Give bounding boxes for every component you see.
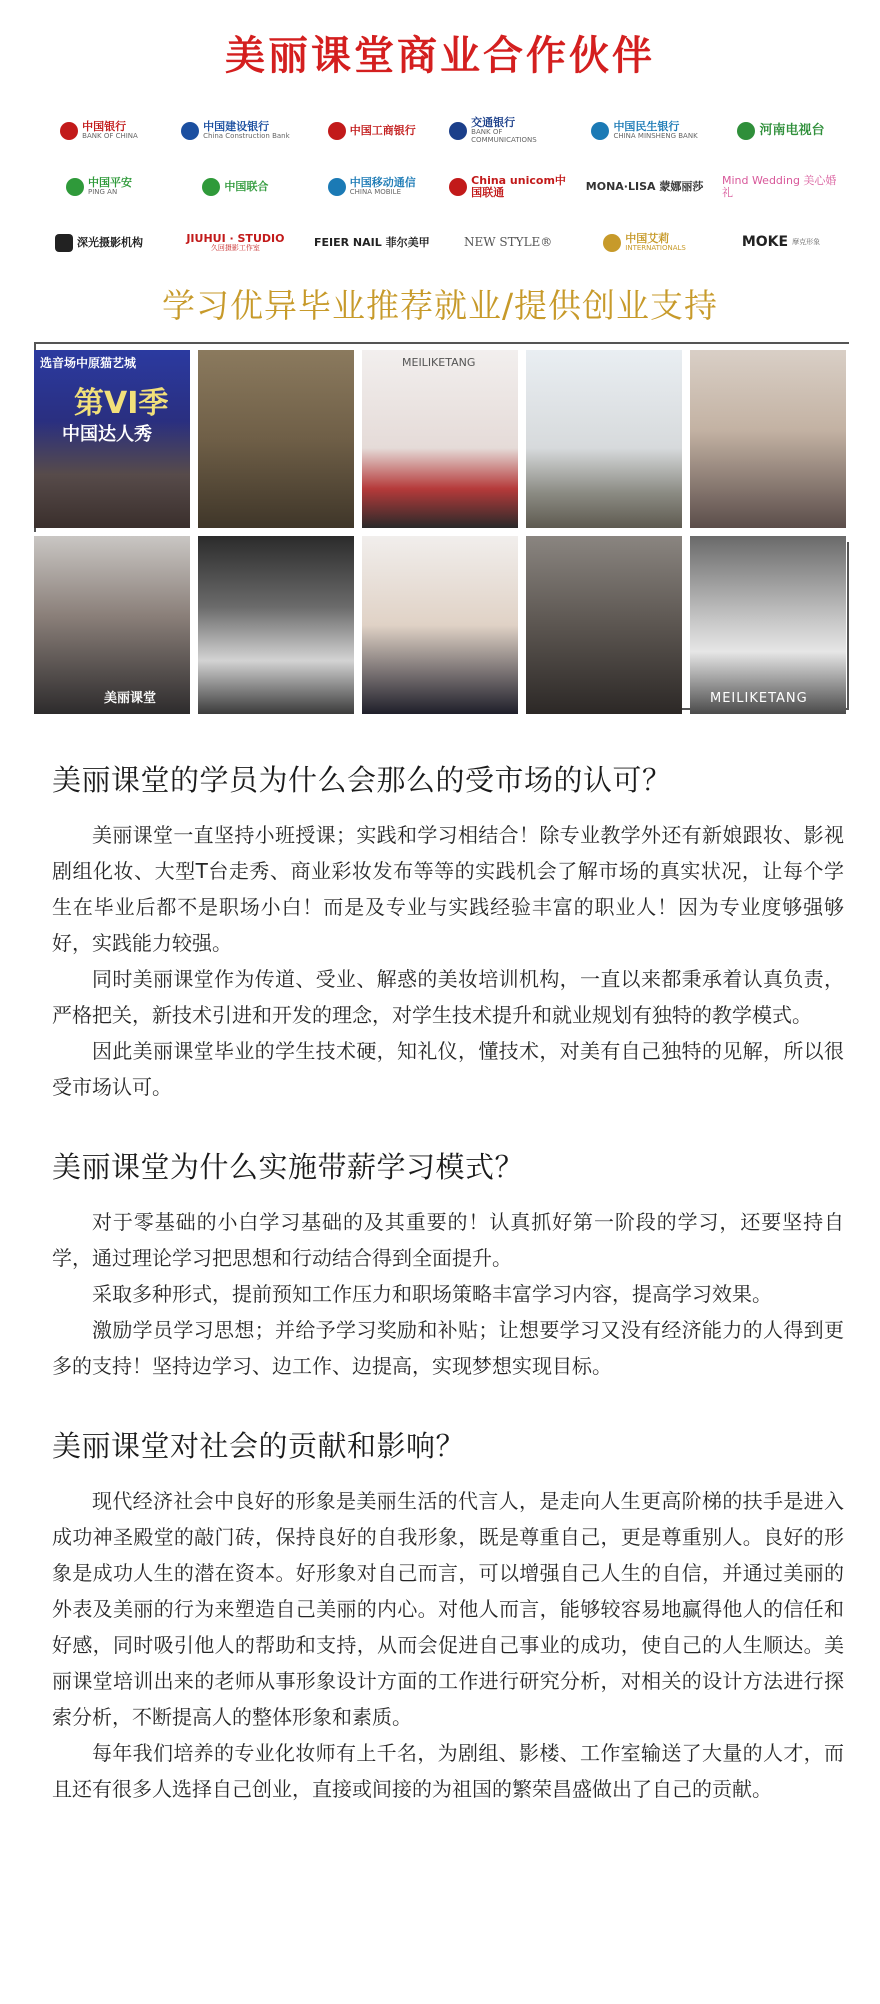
- partner-name: MOKE: [741, 234, 789, 251]
- article-content: [52, 758, 844, 1847]
- partner-logo: [586, 113, 704, 149]
- partner-logo: [449, 225, 567, 261]
- henan-tv-logo-icon: [737, 122, 755, 140]
- minsheng-logo-icon: [591, 122, 609, 140]
- partner-name: China unicom中国联通: [471, 173, 566, 199]
- partner-logo: [449, 169, 567, 205]
- paragraph: 激励学员学习思想；并给予学习奖励和补贴；让想要学习又没有经济能力的人得到更多的支持！坚持边学习、边工作、边提高，实现梦想实现目标。: [52, 1318, 844, 1378]
- partner-sub: PING AN: [88, 188, 118, 197]
- photo-runway: [690, 536, 846, 714]
- section-market-recognition: [52, 758, 844, 1105]
- partner-logo: [586, 169, 704, 205]
- photo-makeup-artist: [362, 536, 518, 714]
- photo-film-set: [526, 536, 682, 714]
- partner-logo: [176, 225, 294, 261]
- section-paid-learning: [52, 1145, 844, 1384]
- partner-name: 交通银行: [471, 116, 516, 130]
- partner-logo: [176, 113, 294, 149]
- section-heading: 美丽课堂对社会的贡献和影响？: [52, 1429, 466, 1463]
- partner-name: JIUHUI · STUDIO: [186, 232, 285, 246]
- photo-caption: 中国达人秀: [62, 424, 152, 445]
- paragraph: 因此美丽课堂毕业的学生技术硬，知礼仪，懂技术，对美有自己独特的见解，所以很受市场认可。: [52, 1039, 844, 1099]
- partner-logo: [40, 169, 158, 205]
- partner-name: NEW STYLE®: [464, 235, 553, 250]
- partner-sub: 摩克形象: [792, 238, 821, 247]
- photo-gallery: [34, 342, 849, 710]
- partner-sub: 久回摄影工作室: [210, 244, 260, 253]
- partner-logo: [722, 113, 840, 149]
- partner-logos: [40, 110, 840, 278]
- partner-logo: [722, 169, 840, 205]
- partner-row-2: [40, 166, 840, 208]
- partner-name: 中国平安: [88, 176, 132, 190]
- paragraph: 采取多种形式，提前预知工作压力和职场策略丰富学习内容，提高学习效果。: [92, 1282, 772, 1306]
- section-heading: 美丽课堂的学员为什么会那么的受市场的认可？: [52, 763, 672, 797]
- photo-makeup-session: [690, 350, 846, 528]
- partner-sub: CHINA MOBILE: [349, 188, 401, 197]
- partner-logo: [449, 113, 567, 149]
- bocom-logo-icon: [449, 122, 467, 140]
- photo-caption: 选音场中原猫艺城: [40, 356, 137, 370]
- paragraph: 每年我们培养的专业化妆师有上千名，为剧组、影楼、工作室输送了大量的人才，而且还有很多人选择自己创业，直接或间接的为祖国的繁荣昌盛做出了自己的贡献。: [52, 1741, 844, 1801]
- partner-name: 深光摄影机构: [77, 235, 143, 249]
- partner-row-3: [40, 222, 840, 264]
- partner-logo: [176, 169, 294, 205]
- section-subtitle: 学习优异毕业推荐就业/提供创业支持: [161, 286, 719, 325]
- partner-name: 河南电视台: [759, 122, 825, 138]
- partner-logo: [40, 113, 158, 149]
- partner-name: MONA·LISA 蒙娜丽莎: [585, 179, 704, 193]
- partner-logo: [722, 225, 840, 261]
- photo-outdoor-shoot: [198, 350, 354, 528]
- partner-name: 中国银行: [82, 120, 127, 134]
- photo-makeup-class: [34, 536, 190, 714]
- partner-row-1: [40, 110, 840, 152]
- partner-sub: BANK OF CHINA: [82, 132, 138, 141]
- photo-studio-shoot: [526, 350, 682, 528]
- partner-name: 中国民生银行: [613, 120, 680, 134]
- photo-caption: 第VI季: [74, 386, 169, 421]
- partner-logo: [313, 169, 431, 205]
- partner-logo: [313, 113, 431, 149]
- flower-logo-icon: [603, 234, 621, 252]
- partner-name: 中国移动通信: [349, 176, 416, 190]
- camera-logo-icon: [55, 234, 73, 252]
- partner-sub: CHINA MINSHENG BANK: [613, 132, 698, 141]
- paragraph: 同时美丽课堂作为传道、受业、解惑的美妆培训机构，一直以来都秉承着认真负责，严格把关，新技术引进和开发的理念，对学生技术提升和就业规划有独特的教学模式。: [52, 967, 844, 1027]
- icbc-logo-icon: [328, 122, 346, 140]
- paragraph: 对于零基础的小白学习基础的及其重要的！认真抓好第一阶段的学习，还要坚持自学，通过理论学习把思想和行动结合得到全面提升。: [52, 1210, 844, 1270]
- green-emblem-logo-icon: [202, 178, 220, 196]
- photo-caption: MEILIKETANG: [402, 356, 476, 369]
- paragraph: 美丽课堂一直坚持小班授课；实践和学习相结合！除专业教学外还有新娘跟妆、影视剧组化妆、大型T台走秀、商业彩妆发布等等的实践机会了解市场的真实状况，让每个学生在毕业后都不是职场小白！而是及专业与实践经验丰富的职业人！因为专业度够强够好，实践能力较强。: [52, 823, 844, 955]
- partner-logo: [586, 225, 704, 261]
- partner-name: 中国艾莉: [625, 232, 670, 246]
- photo-talent-show: [34, 350, 190, 528]
- photo-bw-portrait: [198, 536, 354, 714]
- partner-name: 中国建设银行: [203, 120, 270, 134]
- partner-sub: China Construction Bank: [203, 132, 290, 141]
- ping-an-logo-icon: [66, 178, 84, 196]
- partner-logo: [313, 225, 431, 261]
- partner-logo: [40, 225, 158, 261]
- page-title: 美丽课堂商业合作伙伴: [225, 33, 655, 79]
- china-mobile-logo-icon: [328, 178, 346, 196]
- section-heading: 美丽课堂为什么实施带薪学习模式？: [52, 1150, 525, 1184]
- ccb-logo-icon: [181, 122, 199, 140]
- partner-sub: BANK OF COMMUNICATIONS: [471, 128, 537, 145]
- partner-name: 中国联合: [224, 179, 269, 193]
- bank-of-china-logo-icon: [60, 122, 78, 140]
- photo-fashion-models: [362, 350, 518, 528]
- paragraph: 现代经济社会中良好的形象是美丽生活的代言人，是走向人生更高阶梯的扶手是进入成功神圣殿堂的敲门砖，保持良好的自我形象，既是尊重自己，更是尊重别人。良好的形象是成功人生的潜在资本。好形象对自己而言，可以增强自己人生的自信，并通过美丽的外表及美丽的行为来塑造自己美丽的内心。对他人而言，能够较容易地赢得他人的信任和好感，同时吸引他人的帮助和支持，从而会促进自己事业的成功，使自己的人生顺达。美丽课堂培训出来的老师从事形象设计方面的工作进行研究分析，对相关的设计方法进行探索分析，不断提高人的整体形象和素质。: [52, 1489, 844, 1729]
- section-social-contribution: [52, 1424, 844, 1807]
- partner-name: 中国工商银行: [349, 123, 416, 137]
- partner-sub: INTERNATIONALS: [625, 244, 686, 253]
- partner-name: FEIER NAIL 菲尔美甲: [313, 235, 430, 249]
- photo-caption: MEILIKETANG: [710, 691, 808, 706]
- partner-name: Mind Wedding 美心婚礼: [721, 173, 837, 199]
- frame-line: [34, 342, 849, 344]
- china-unicom-logo-icon: [449, 178, 467, 196]
- photo-caption: 美丽课堂: [104, 691, 157, 706]
